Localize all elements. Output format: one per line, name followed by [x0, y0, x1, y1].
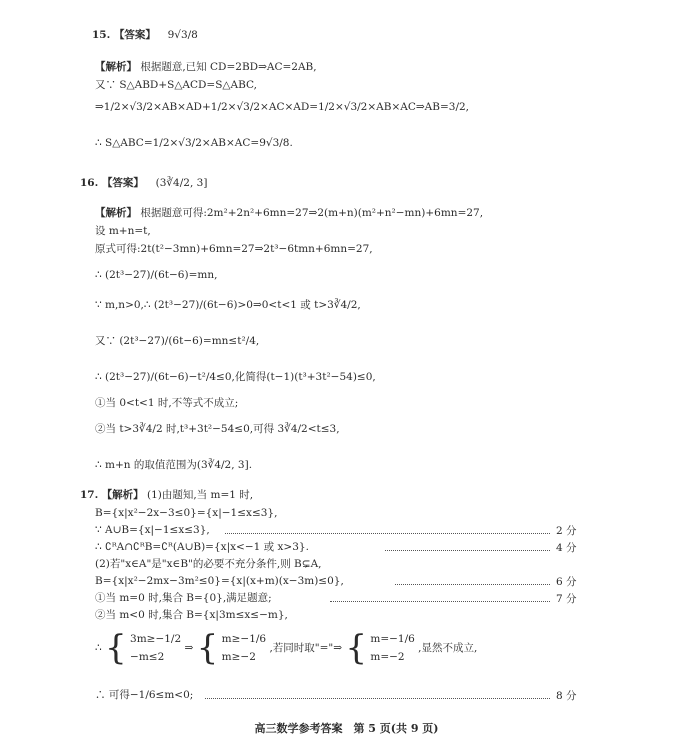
q16-answer: (3∛4/2, 3] [155, 177, 208, 189]
q16-line-3: 原式可得:2t(t²−3mn)+6mn=27⇒2t³−6tmn+6mn=27, [95, 243, 373, 255]
q16-number: 16. [80, 177, 99, 189]
q17-number: 17. [80, 489, 99, 501]
q15-line-1-text: 根据题意,已知 CD=2BD⇒AC=2AB, [140, 61, 317, 73]
q16-line-1 [95, 206, 483, 220]
q15-line-3: ⇒1/2×√3/2×AB×AD+1/2×√3/2×AC×AD=1/2×√3/2×AB×AC⇒AB=3/2, [95, 101, 470, 113]
q16-line-5: ∵ m,n>0,∴ (2t³−27)/(6t−6)>0⇒0<t<1 或 t>3∛4/2, [95, 299, 361, 311]
q15-answer: 9√3/8 [167, 29, 198, 41]
q16-line-10: ∴ m+n 的取值范围为(3∛4/2, 3]. [95, 459, 253, 471]
q17-system-e: ,若同时取"="⇒ [269, 642, 343, 654]
q17-dots-5 [205, 698, 550, 699]
q17-system-h: ,显然不成立, [418, 642, 478, 654]
q17-line-7: ①当 m=0 时,集合 B={0},满足题意; [95, 592, 272, 604]
q17-system-c: m≥−1/6 [221, 633, 267, 645]
q17-dots-2 [385, 550, 550, 551]
q17-line-4: ∴ ∁ᴿA∩∁ᴿB=∁ᴿ(A∪B)={x|x<−1 或 x>3}. [95, 541, 309, 553]
q17-line-1-text: (1)由题知,当 m=1 时, [146, 489, 254, 501]
q16-line-4: ∴ (2t³−27)/(6t−6)=mn, [95, 269, 218, 281]
q17-score-2: 4 分 [556, 542, 577, 554]
q17-analysis-tag: 【解析】 [101, 489, 144, 501]
q17-line-5: (2)若"x∈A"是"x∈B"的必要不充分条件,则 B⊊A, [95, 558, 322, 570]
q17-system: ∴ { 3m≥−1/2 −m≤2 ⇒ { m≥−1/6 m≥−2 ,若同时取"="⇒ { m=−1/6 m=−2 ,显然不成立, [95, 628, 478, 668]
q17-score-3: 6 分 [556, 576, 577, 588]
q15-analysis-tag: 【解析】 [95, 61, 137, 73]
q15-line-4: ∴ S△ABC=1/2×√3/2×AB×AC=9√3/8. [95, 137, 293, 149]
q17-line-3: ∵ A∪B={x|−1≤x≤3}, [95, 524, 210, 536]
q17-score-5: 8 分 [556, 690, 577, 702]
q16-answer-tag: 【答案】 [101, 177, 144, 189]
q16-heading [80, 176, 207, 190]
q17-system-a: 3m≥−1/2 [130, 633, 182, 645]
q17-system-f: m=−1/6 [370, 633, 415, 645]
q16-line-8: ①当 0<t<1 时,不等式不成立; [95, 397, 239, 409]
q16-line-9: ②当 t>3∛4/2 时,t³+3t²−54≤0,可得 3∛4/2<t≤3, [95, 423, 340, 435]
q17-system-d: m≥−2 [221, 651, 256, 663]
page-footer: 高三数学参考答案 第 5 页(共 9 页) [254, 722, 439, 735]
q16-line-2: 设 m+n=t, [95, 225, 151, 237]
q17-line-6: B={x|x²−2mx−3m²≤0}={x|(x+m)(x−3m)≤0}, [95, 575, 344, 587]
q17-dots-3 [395, 584, 550, 585]
q15-line-2: 又∵ S△ABD+S△ACD=S△ABC, [95, 79, 257, 91]
q17-line-10: ∴ 可得−1/6≤m<0; [95, 689, 194, 701]
q17-score-4: 7 分 [556, 593, 577, 605]
q16-analysis-tag: 【解析】 [95, 207, 137, 219]
q16-line-1-text: 根据题意可得:2m²+2n²+6mn=27⇒2(m+n)(m²+n²−mn)+6mn=27, [140, 207, 484, 219]
q17-dots-4 [330, 601, 550, 602]
q17-line-2: B={x|x²−2x−3≤0}={x|−1≤x≤3}, [95, 507, 278, 519]
q16-line-6: 又∵ (2t³−27)/(6t−6)=mn≤t²/4, [95, 335, 260, 347]
q17-score-1: 2 分 [556, 525, 577, 537]
q17-system-b: −m≤2 [130, 651, 165, 663]
q15-heading [92, 28, 198, 42]
q17-line-8: ②当 m<0 时,集合 B={x|3m≤x≤−m}, [95, 609, 288, 621]
q15-line-1 [95, 60, 317, 74]
q16-line-7: ∴ (2t³−27)/(6t−6)−t²/4≤0,化简得(t−1)(t³+3t²−54)≤0, [95, 371, 376, 383]
q17-dots-1 [225, 533, 550, 534]
q17-heading [80, 488, 253, 502]
q15-number: 15. [92, 29, 111, 41]
q15-answer-tag: 【答案】 [113, 29, 156, 41]
q17-system-g: m=−2 [370, 651, 405, 663]
